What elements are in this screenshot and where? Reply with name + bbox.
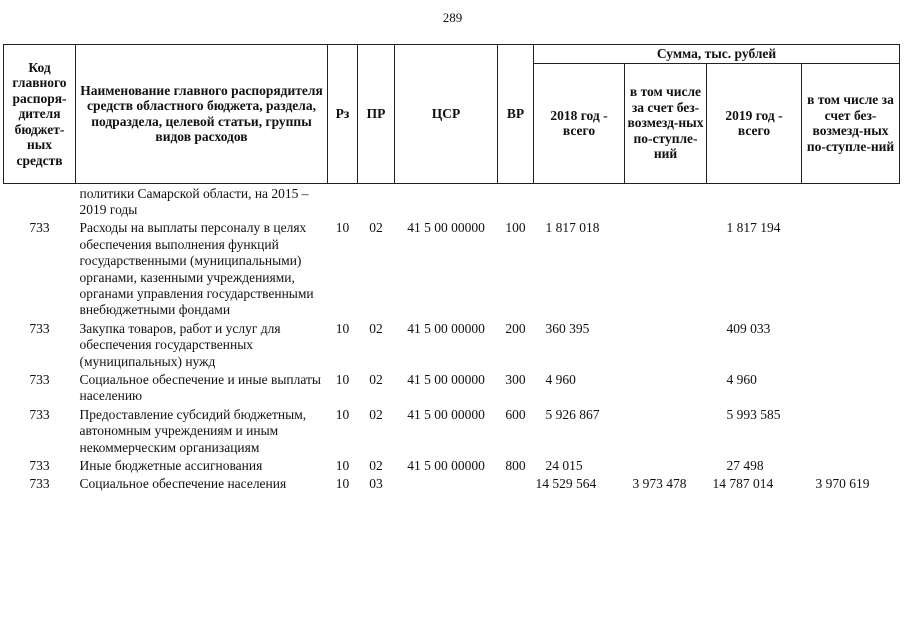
cell-vr: 800 [505,458,526,473]
table-row [4,475,900,493]
cell-pr: 02 [369,458,383,473]
header-pr: ПР [358,45,395,184]
cell-name: Социальное обеспечение населения [79,476,287,492]
cell-code: 733 [29,320,50,336]
cell-pr: 02 [369,220,383,236]
table-body [4,183,900,494]
cell-csr: 41 5 00 00000 [407,458,485,473]
cell-csr: 41 5 00 00000 [407,220,485,236]
cell-csr [395,475,498,493]
cell-free-2018 [625,457,707,475]
table-header [4,45,900,184]
cell-sum-2018: 4 960 [545,371,576,387]
cell-free-2018 [625,406,707,457]
cell-sum-2019: 5 993 585 [726,406,781,422]
cell-sum-2019: 14 787 014 [712,476,774,492]
cell-free-2019 [802,219,900,319]
table-row [4,371,900,406]
cell-pr: 02 [369,320,383,336]
cell-rz: 10 [335,220,350,236]
cell-code: 733 [29,406,50,422]
cell-rz: 10 [335,476,350,492]
cell-sum-2019 [707,183,802,219]
cell-code: 733 [29,220,50,236]
cell-sum-2018: 5 926 867 [545,406,600,422]
cell-name: Расходы на выплаты персоналу в целях обеспечения выполнения функций государственными (муниципальными) органами, казенными учреждениями, органами управления государственными внебюджетными фондами [79,220,314,318]
cell-rz: 10 [335,320,350,336]
cell-free-2018 [625,183,707,219]
cell-sum-2018 [534,183,625,219]
cell-free-2018: 3 973 478 [632,476,687,492]
cell-csr [395,183,498,219]
page-number: 289 [442,10,463,25]
cell-vr [498,183,534,219]
cell-vr: 600 [505,406,526,422]
cell-vr: 200 [505,320,526,336]
cell-sum-2018: 1 817 018 [545,220,600,236]
cell-name: политики Самарской области, на 2015 – 2019 годы [79,185,309,217]
cell-sum-2018: 14 529 564 [535,476,597,492]
cell-pr: 02 [369,371,383,387]
table-row [4,457,900,475]
table-row [4,183,900,219]
cell-code: 733 [29,476,50,492]
cell-free-2019 [802,183,900,219]
cell-sum-2019: 409 033 [726,320,771,336]
cell-rz: 10 [335,406,350,422]
cell-sum-2019: 1 817 194 [726,220,781,236]
cell-sum-2019: 4 960 [726,371,757,387]
cell-code [4,183,76,219]
cell-vr: 100 [505,220,526,236]
header-2018-free: в том числе за счет без-возмезд-ных по-ступле-ний [625,63,707,183]
header-2019-free: в том числе за счет без-возмезд-ных по-ступле-ний [802,63,900,183]
header-sum-group: Сумма, тыс. рублей [534,45,900,64]
cell-free-2019 [802,406,900,457]
cell-name: Закупка товаров, работ и услуг для обеспечения государственных (муниципальных) нужд [79,320,281,369]
cell-pr [358,183,395,219]
cell-sum-2018: 360 395 [545,320,590,336]
cell-sum-2018: 24 015 [545,458,583,473]
cell-csr: 41 5 00 00000 [407,371,485,387]
header-2018-total: 2018 год - всего [534,63,625,183]
cell-free-2019 [802,320,900,371]
header-rz: Рз [328,45,358,184]
table-row [4,219,900,319]
header-2019-total: 2019 год - всего [707,63,802,183]
cell-name: Предоставление субсидий бюджетным, автономным учреждениям и иным некоммерческим организациям [79,406,307,455]
cell-free-2019 [802,371,900,406]
cell-free-2018 [625,371,707,406]
header-csr: ЦСР [395,45,498,184]
cell-code: 733 [29,458,50,473]
cell-name: Социальное обеспечение и иные выплаты населению [79,371,321,404]
table-row [4,406,900,457]
cell-free-2019 [802,457,900,475]
cell-free-2018 [625,320,707,371]
header-name: Наименование главного распорядителя средств областного бюджета, раздела, подраздела, целевой статьи, группы видов расходов [76,45,328,184]
budget-table [3,44,900,494]
cell-rz [328,183,358,219]
table-row [4,320,900,371]
cell-csr: 41 5 00 00000 [407,406,485,422]
cell-pr: 02 [369,406,383,422]
cell-vr [498,475,534,493]
cell-vr: 300 [505,371,526,387]
header-vr: ВР [498,45,534,184]
cell-rz: 10 [335,458,350,473]
cell-free-2019: 3 970 619 [815,476,870,492]
cell-code: 733 [29,371,50,387]
cell-name: Иные бюджетные ассигнования [79,458,263,473]
cell-csr: 41 5 00 00000 [407,320,485,336]
cell-sum-2019: 27 498 [726,458,764,473]
cell-pr: 03 [369,476,383,492]
header-code: Код главного распоря-дителя бюджет-ных средств [4,45,76,184]
cell-rz: 10 [335,371,350,387]
cell-free-2018 [625,219,707,319]
